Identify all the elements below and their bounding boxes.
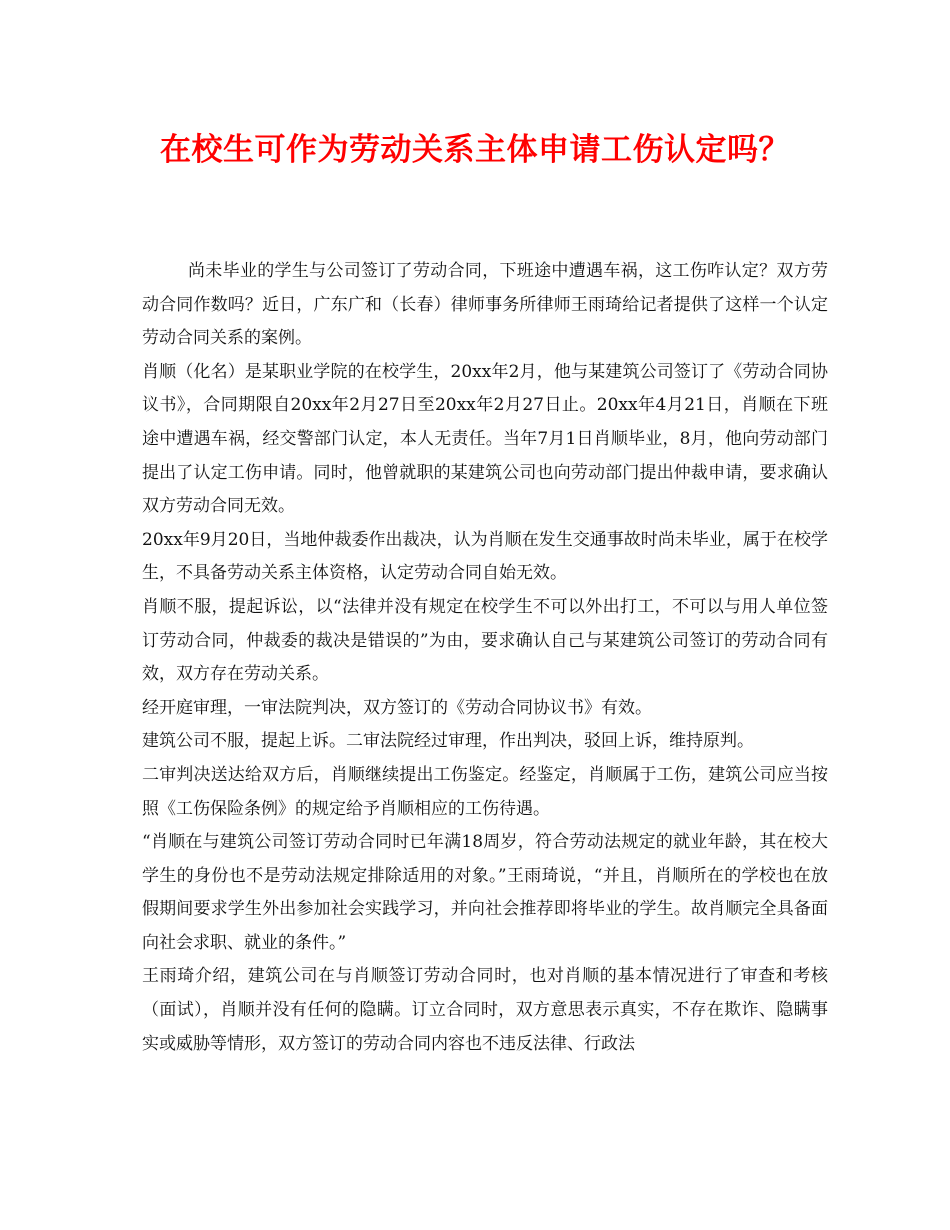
paragraph-second-instance: 建筑公司不服，提起上诉。二审法院经过审理，作出判决，驳回上诉，维持原判。 — [142, 731, 754, 752]
paragraph-intro: 尚未毕业的学生与公司签订了劳动合同，下班途中遭遇车祸，这工伤咋认定？双方劳动合同作数吗？近日，广东广和（长春）律师事务所律师王雨琦给记者提供了这样一个认定劳动合同关系的案例。 — [142, 261, 828, 349]
paragraph-case-facts: 肖顺（化名）是某职业学院的在校学生，20xx年2月，他与某建筑公司签订了《劳动合同协议书》，合同期限自20xx年2月27日至20xx年2月27日止。20xx年4月21日，肖顺在下班途中遭遇车祸，经交警部门认定，本人无责任。当年7月1日肖顺毕业，8月，他向劳动部门提出了认定工伤申请。同时，他曾就职的某建筑公司也向劳动部门提出仲裁申请，要求确认双方劳动合同无效。 — [142, 361, 828, 517]
paragraph-lawyer-explanation: 王雨琦介绍，建筑公司在与肖顺签订劳动合同时，也对肖顺的基本情况进行了审查和考核（面试），肖顺并没有任何的隐瞒。订立合同时，双方意思表示真实，不存在欺诈、隐瞒事实或威胁等情形，双方签订的劳动合同内容也不违反法律、行政法 — [142, 966, 828, 1054]
document-title: 在校生可作为劳动关系主体申请工伤认定吗？ — [160, 132, 790, 168]
paragraph-arbitration: 20xx年9月20日，当地仲裁委作出裁决，认为肖顺在发生交通事故时尚未毕业，属于在校学生，不具备劳动关系主体资格，认定劳动合同自始无效。 — [142, 529, 828, 584]
paragraph-first-instance: 经开庭审理，一审法院判决，双方签订的《劳动合同协议书》有效。 — [142, 697, 652, 718]
paragraph-injury-appraisal: 二审判决送达给双方后，肖顺继续提出工伤鉴定。经鉴定，肖顺属于工伤，建筑公司应当按照《工伤保险条例》的规定给予肖顺相应的工伤待遇。 — [142, 764, 828, 819]
paragraph-lawsuit: 肖顺不服，提起诉讼，以“法律并没有规定在校学生不可以外出打工，不可以与用人单位签订劳动合同，仲裁委的裁决是错误的”为由，要求确认自己与某建筑公司签订的劳动合同有效，双方存在劳动关系。 — [142, 596, 828, 685]
document-body — [142, 255, 828, 1061]
paragraph-lawyer-quote: “肖顺在与建筑公司签订劳动合同时已年满18周岁，符合劳动法规定的就业年龄，其在校大学生的身份也不是劳动法规定排除适用的对象。”王雨琦说，“并且，肖顺所在的学校也在放假期间要求学生外出参加社会实践学习，并向社会推荐即将毕业的学生。故肖顺完全具备面向社会求职、就业的条件。” — [142, 832, 828, 953]
